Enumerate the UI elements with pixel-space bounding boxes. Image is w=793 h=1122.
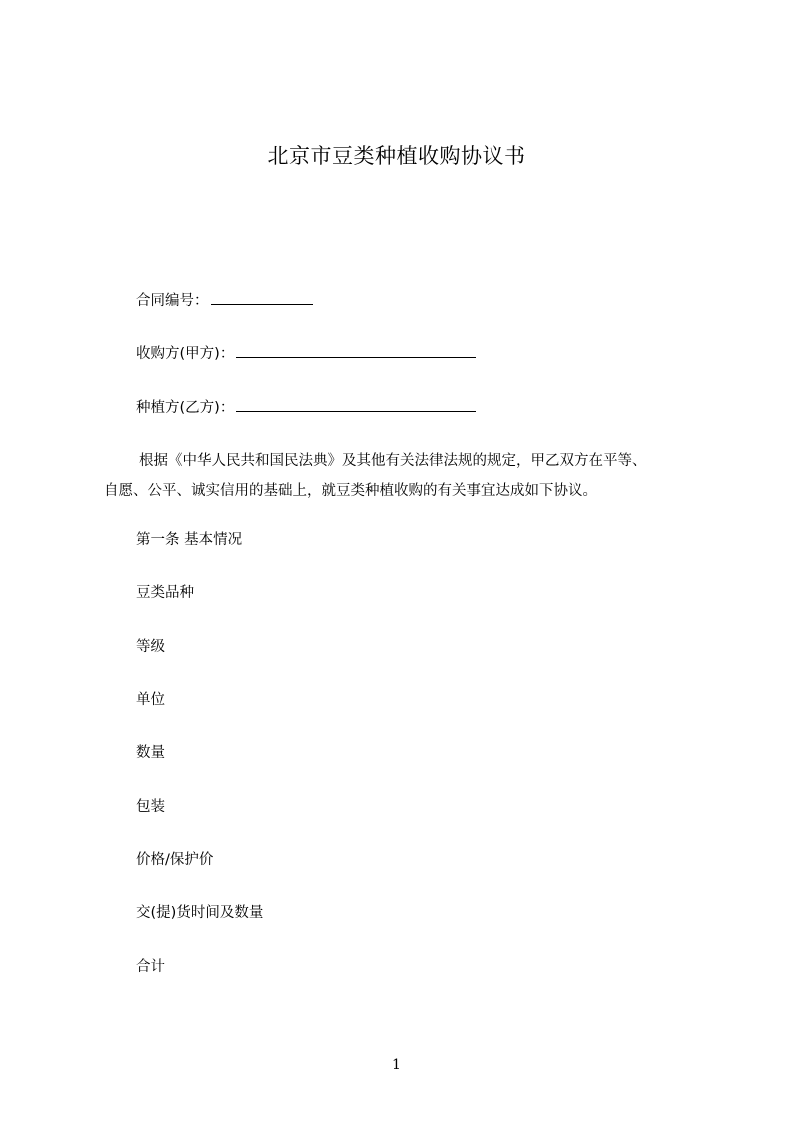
grower-label: 种植方(乙方)： — [136, 400, 235, 416]
item-delivery-time: 交(提)货时间及数量 — [136, 905, 264, 921]
item-grade: 等级 — [136, 639, 165, 655]
intro-line-2: 自愿、公平、诚实信用的基础上，就豆类种植收购的有关事宜达成如下协议。 — [104, 483, 597, 499]
item-total: 合计 — [136, 959, 165, 975]
intro-paragraph — [104, 446, 704, 506]
item-packaging: 包装 — [136, 799, 165, 815]
item-price: 价格/保护价 — [136, 852, 214, 868]
buyer-field — [136, 343, 476, 364]
contract-number-blank — [211, 290, 313, 305]
grower-blank — [236, 397, 476, 412]
document-title: 北京市豆类种植收购协议书 — [267, 144, 526, 168]
contract-number-label: 合同编号： — [136, 293, 209, 309]
item-bean-variety: 豆类品种 — [136, 585, 194, 601]
intro-line-1: 根据《中华人民共和国民法典》及其他有关法律法规的规定，甲乙双方在平等、 — [139, 453, 647, 469]
grower-field — [136, 397, 476, 418]
item-quantity: 数量 — [136, 745, 165, 761]
buyer-blank — [236, 343, 476, 358]
buyer-label: 收购方(甲方)： — [136, 346, 235, 362]
article-1-heading: 第一条 基本情况 — [136, 532, 243, 548]
item-unit: 单位 — [136, 692, 165, 708]
page-number: 1 — [392, 1057, 401, 1073]
contract-number-field — [136, 290, 313, 311]
